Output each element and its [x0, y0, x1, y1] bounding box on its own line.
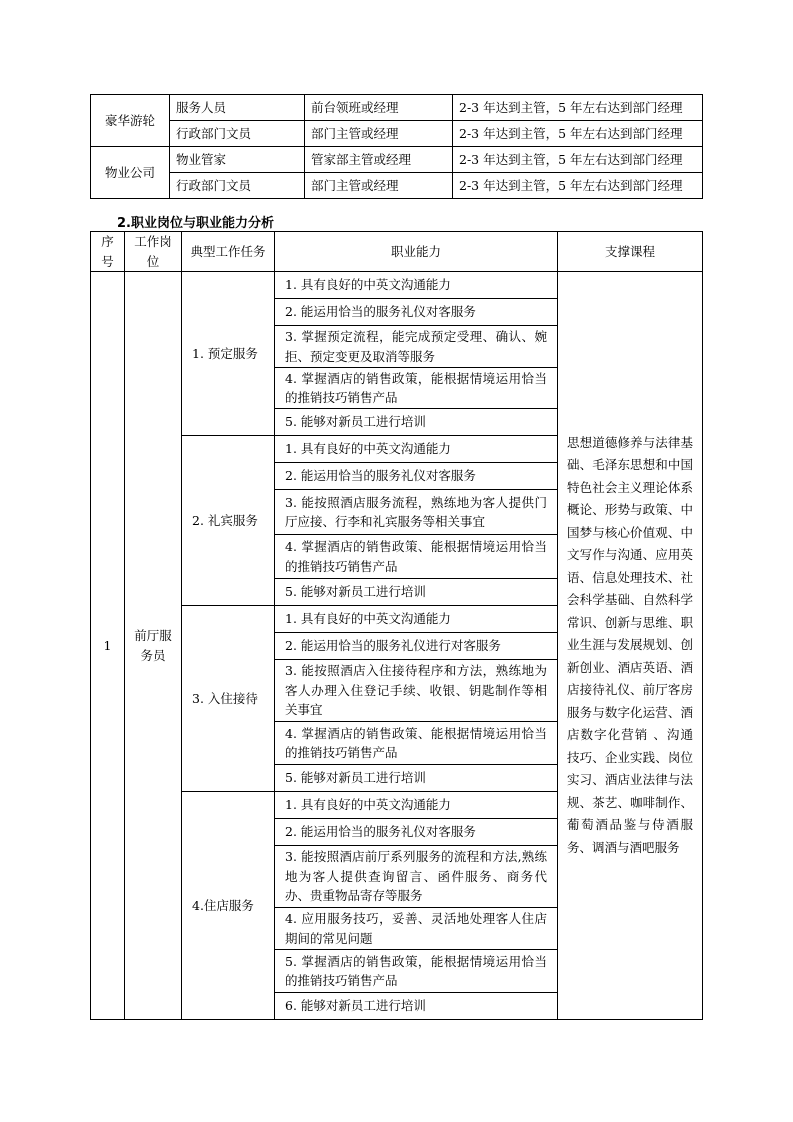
role-cell: 行政部门文员	[170, 173, 305, 199]
table-row	[91, 173, 703, 199]
ability-cell: 1. 具有良好的中英文沟通能力	[275, 436, 558, 463]
ability-cell: 2. 能运用恰当的服务礼仪对客服务	[275, 299, 558, 326]
table-row	[91, 147, 703, 173]
table-row	[91, 95, 703, 121]
role-cell: 物业管家	[170, 147, 305, 173]
ability-cell: 1. 具有良好的中英文沟通能力	[275, 272, 558, 299]
table-row	[91, 121, 703, 147]
ability-cell: 3. 能按照酒店入住接待程序和方法，熟练地为客人办理入住登记手续、收银、钥匙制作等相关事宜	[275, 660, 558, 722]
ability-cell: 6. 能够对新员工进行培训	[275, 993, 558, 1020]
position-cell: 管家部主管或经理	[305, 147, 453, 173]
ability-cell: 3. 能按照酒店服务流程，熟练地为客人提供门厅应接、行李和礼宾服务等相关事宜	[275, 490, 558, 535]
ability-cell: 1. 具有良好的中英文沟通能力	[275, 606, 558, 633]
ability-cell: 5. 掌握酒店的销售政策，能根据情境运用恰当的推销技巧销售产品	[275, 950, 558, 993]
position-cell: 部门主管或经理	[305, 173, 453, 199]
ability-cell: 4. 掌握酒店的销售政策、能根据情境运用恰当的推销技巧销售产品	[275, 722, 558, 765]
ability-cell: 3. 能按照酒店前厅系列服务的流程和方法,熟练地为客人提供查询留言、函件服务、商务代办、贵重物品寄存等服务	[275, 846, 558, 908]
header-row	[91, 232, 703, 272]
ability-cell: 2. 能运用恰当的服务礼仪进行对客服务	[275, 633, 558, 660]
category-cell: 豪华游轮	[91, 95, 170, 147]
ability-cell: 2. 能运用恰当的服务礼仪对客服务	[275, 819, 558, 846]
ability-cell: 2. 能运用恰当的服务礼仪对客服务	[275, 463, 558, 490]
ability-cell: 5. 能够对新员工进行培训	[275, 409, 558, 436]
ability-cell: 4. 掌握酒店的销售政策，能根据情境运用恰当的推销技巧销售产品	[275, 368, 558, 409]
position-cell: 部门主管或经理	[305, 121, 453, 147]
task-cell: 1. 预定服务	[182, 272, 275, 436]
task-cell: 4.住店服务	[182, 792, 275, 1020]
role-cell: 服务人员	[170, 95, 305, 121]
ability-cell: 4. 应用服务技巧，妥善、灵活地处理客人住店期间的常见问题	[275, 908, 558, 950]
role-cell: 行政部门文员	[170, 121, 305, 147]
path-cell: 2-3 年达到主管，5 年左右达到部门经理	[453, 121, 703, 147]
task-cell: 2. 礼宾服务	[182, 436, 275, 606]
table-row	[91, 272, 703, 299]
header-course: 支撑课程	[558, 232, 703, 272]
ability-cell: 1. 具有良好的中英文沟通能力	[275, 792, 558, 819]
seq-cell: 1	[91, 272, 125, 1020]
section-heading: 2.职业岗位与职业能力分析	[117, 216, 274, 231]
ability-cell: 4. 掌握酒店的销售政策、能根据情境运用恰当的推销技巧销售产品	[275, 535, 558, 579]
header-ability: 职业能力	[275, 232, 558, 272]
header-seq: 序号	[91, 232, 125, 272]
path-cell: 2-3 年达到主管，5 年左右达到部门经理	[453, 95, 703, 121]
ability-cell: 5. 能够对新员工进行培训	[275, 579, 558, 606]
header-task: 典型工作任务	[182, 232, 275, 272]
path-cell: 2-3 年达到主管，5 年左右达到部门经理	[453, 147, 703, 173]
ability-cell: 5. 能够对新员工进行培训	[275, 765, 558, 792]
task-cell: 3. 入住接待	[182, 606, 275, 792]
course-cell: 思想道德修养与法律基础、毛泽东思想和中国特色社会主义理论体系概论、形势与政策、中国梦与核心价值观、中文写作与沟通、应用英语、信息处理技术、社会科学基础、自然科学常识、创新与思维、职业生涯与发展规划、创新创业、酒店英语、酒店接待礼仪、前厅客房服务与数字化运营、酒店数字化营销 、沟通技巧、企业实践、岗位实习、酒店业法律与法规、茶艺、咖啡制作、葡萄酒品鉴与侍酒服务、调酒与酒吧服务	[558, 272, 703, 1020]
post-cell: 前厅服务员	[125, 272, 182, 1020]
ability-cell: 3. 掌握预定流程，能完成预定受理、确认、婉拒、预定变更及取消等服务	[275, 326, 558, 368]
position-cell: 前台领班或经理	[305, 95, 453, 121]
category-cell: 物业公司	[91, 147, 170, 199]
path-cell: 2-3 年达到主管，5 年左右达到部门经理	[453, 173, 703, 199]
header-post: 工作岗位	[125, 232, 182, 272]
ability-analysis-table	[90, 231, 703, 1020]
career-path-table	[90, 94, 703, 199]
